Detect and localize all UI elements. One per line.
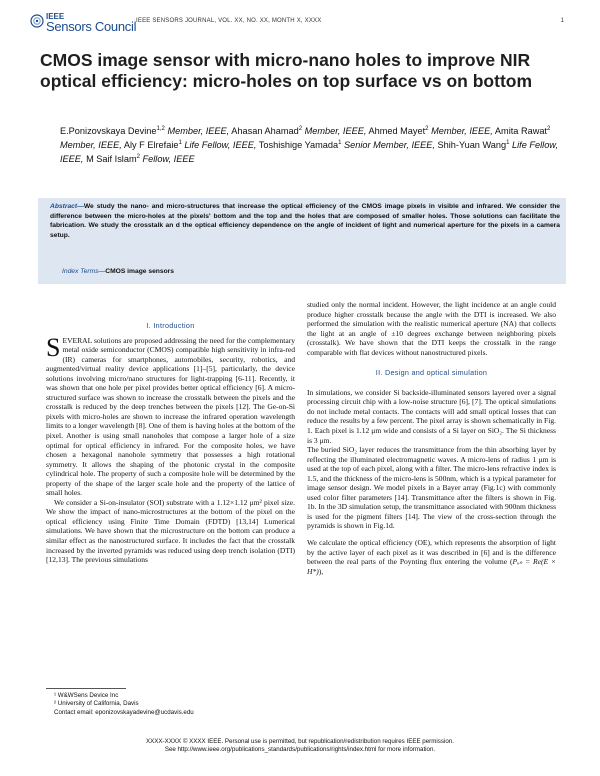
- author-name: Toshishige Yamada: [258, 140, 339, 151]
- body-paragraph: In simulations, we consider Si backside-illuminated sensors layered over a signal processing circuit chip with a low-noise structure [6], [7]. The optical simulations do not include metal contacts. The contacts will add small optical losses that can reduce the results by a few percent. The pixel array is shown schematically in Fig. 1. Each pixel is 1.12 μm wide and consists of a Si layer on SiO₂. The Si thickness is 3 μm.: [307, 387, 556, 445]
- intro-paragraph-text: EVERAL solutions are proposed addressing the need for the complementary metal oxide semiconductor (CMOS) compatible high sensitivity in infra-red (IR) cameras for smartphones, automobiles, security, robotics, and augmented/virtual reality device applications [1]–[5], particularly, the device solutions involving micro/nano structures for light-trapping [6-11]. Recently, it was shown that one hole per pixel provides better optical efficiency [6]. A micro-structured surface was shown to increase the crosstalk between the pixels and the crosstalk is reduced by the deep trenches between the pixels [12]. The Ge-on-Si pixels with micro-holes are shown to increase the infrared operation wavelength limits to a longer wavelength [8]. One of them is having holes at the bottom of the pixel. Another is using small nanoholes that compose a larger hole of a size optimal for optical efficiency in infrared. For the composite holes, we have chosen a hexagonal nanohole symmetry that possesses a high rotational symmetry. It allows the shaping of the photonic crystal in the composite cylindrical hole. The property of such a composite hole will be determined by the property of the shape of the larger scale hole and the property of the lattice of small holes.: [46, 335, 295, 498]
- author-name: M Saif Islam: [86, 154, 137, 165]
- section-heading-introduction: I. Introduction: [146, 321, 195, 330]
- author-affiliation: 1: [338, 140, 342, 147]
- author-name: Shih-Yuan Wang: [437, 140, 507, 151]
- author-name: Aly F Elrefaie: [123, 140, 179, 151]
- journal-header: IEEE SENSORS JOURNAL, VOL. XX, NO. XX, MONTH X, XXXX: [136, 18, 322, 24]
- author-name: Ahmed Mayet: [368, 126, 426, 137]
- footnotes: [54, 692, 194, 717]
- author-role: Senior Member, IEEE,: [344, 140, 435, 151]
- paper-title: CMOS image sensor with micro-nano holes to improve NIR optical efficiency: micro-holes on top surface vs on bottom: [40, 50, 533, 91]
- author-role: Life Fellow, IEEE,: [184, 140, 257, 151]
- author-affiliation: 2: [547, 126, 551, 132]
- intro-paragraph: We consider a Si-on-insulator (SOI) substrate with a 1.12×1.12 μm² pixel size. We show the impact of nano-microstructures at the bottom of the pixel on the optical efficiency using Finite Time Domain (FDTD) [13,14] Lumerical simulations. We have shown that the microstructure on the bottom can produce a similar effect as the nanostructured surface. It includes the fact that the crosstalk increased by the inverted pyramids was reduced using deep trench isolation (DTI) [12,13]. The previous simulations: [46, 497, 295, 565]
- ieee-sensors-council-logo: [30, 11, 140, 43]
- left-column: [46, 321, 295, 565]
- copyright-line: XXXX-XXXX © XXXX IEEE. Personal use is permitted, but republication/redistribution requires IEEE permission.: [146, 738, 454, 745]
- page-number: 1: [560, 18, 564, 24]
- index-terms-label: Index Terms: [62, 268, 99, 275]
- index-terms: Index Terms—CMOS image sensors: [62, 268, 175, 275]
- author-name: E.Ponizovskaya Devine: [60, 126, 157, 137]
- poynting-equation: Pₒₙ = Re(E × H*): [307, 557, 556, 576]
- author-role: Member, IEEE,: [167, 126, 230, 137]
- body-paragraph-text: ),: [318, 566, 324, 576]
- author-affiliation: 2: [136, 154, 140, 161]
- footnote: ¹ W&WSens Device Inc: [54, 692, 119, 699]
- author-affiliation: 1: [178, 140, 182, 147]
- copyright-notice: [50, 738, 550, 754]
- footnote-contact: Contact email: eponizovskayadevine@ucdavis.edu: [54, 708, 194, 716]
- rights-link-line: See http://www.ieee.org/publications_standards/publications/rights/index.html for more information.: [164, 746, 436, 753]
- right-column: [307, 300, 556, 576]
- abstract-text: We study the nano- and micro-structures that increase the optical efficiency of the CMOS image pixels in visible and infrared. We consider the difference between the micro-holes at the pixels' bottom and the top and the holes that are composed of smaller holes. Those solutions can facilitate the fabrication. We study the crosstalk an d the optical efficiency dependence on the angle of incident of light and numerical aperture for the pixels in a camera setup.: [50, 203, 560, 239]
- author-affiliation: 1: [506, 140, 510, 147]
- author-affiliation: 2: [298, 126, 303, 132]
- author-affiliation: 2: [425, 126, 429, 132]
- author-list: [60, 123, 560, 165]
- footnote: ² University of California, Davis: [54, 700, 139, 708]
- logo-mark-icon: [30, 14, 44, 28]
- index-terms-value: CMOS image sensors: [105, 268, 175, 275]
- author-role: Member, IEEE,: [431, 126, 493, 137]
- author-affiliation: 1,2: [156, 126, 165, 132]
- author-role: Fellow, IEEE: [142, 154, 195, 165]
- footnote-divider: [46, 688, 126, 689]
- body-paragraph: studied only the normal incident. However, the light incidence at an angle could produce higher crosstalk because the angle with the DTI is increased. We also performed the simulation with the realistic numerical aperture (NA) that collects the light at an angle of ±10 degrees exchange between neighboring pixels (crosstalk). We have shown that the DTI keeps the crosstalk in the range comparable with flat devices without nanostructured pixels.: [307, 300, 556, 357]
- author-name: Ahasan Ahamad: [231, 126, 299, 137]
- body-paragraph-text: We calculate the optical efficiency (OE), which represents the absorption of light by the active layer of each pixel as it was described in [6] and is the difference between the real parts of the Poynting flux entering the volume (: [307, 538, 556, 567]
- drop-cap: S: [46, 332, 61, 362]
- body-paragraph: The buried SiO₂ layer reduces the transmittance from the thin absorbing layer by reflecting the illuminated electromagnetic waves. A micro-lens of radius 1 μm is used at the top of each pixel, along with a filter. The micro-lens refractive index is 1.5, and the thickness of the micro-lens is 500nm, which is a typical parameter for image sensor design. We model pixels in a Bayer array (Fig.1c) with commonly used color filter parameters [14]. Transmittance after the filters is shown in Fig. 1b. In the 3D simulation setup, the transmittance associated with 900nm thickness is used for the pigment filters [14]. The view of the cross-section through the pyramids is shown in Fig.1d.: [307, 445, 556, 531]
- abstract: Abstract—We study the nano- and micro-structures that increase the optical efficiency of the CMOS image pixels in visible and infrared. We consider the difference between the micro-holes at the pixels' bottom and the top and the holes that are composed of smaller holes. Those solutions can facilitate the fabrication. We study the crosstalk an d the optical efficiency dependence on the angle of incident of light and numerical aperture for the pixels in a camera setup.: [50, 203, 560, 239]
- intro-paragraph: [46, 332, 295, 498]
- author-role: Member, IEEE,: [60, 140, 122, 151]
- author-role: Member, IEEE,: [304, 126, 367, 137]
- author-role: Life Fellow, IEEE,: [60, 140, 558, 165]
- abstract-label: Abstract: [50, 203, 78, 210]
- author-name: Amita Rawat: [494, 126, 547, 137]
- logo-ieee-text: IEEE: [46, 12, 65, 21]
- section-heading-design: II. Design and optical simulation: [375, 368, 488, 378]
- logo-council-text: Sensors Council: [46, 19, 137, 34]
- body-paragraph: [307, 538, 556, 576]
